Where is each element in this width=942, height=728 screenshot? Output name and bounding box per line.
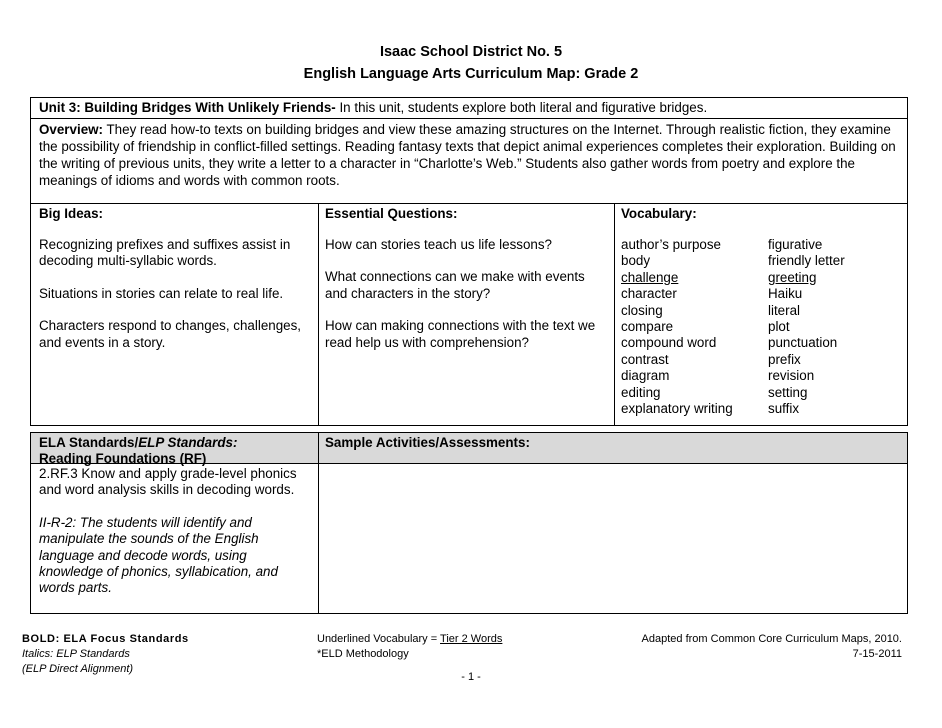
vocab-word: character bbox=[621, 286, 677, 302]
date-note: 7-15-2011 bbox=[852, 648, 902, 660]
vocab-word: Haiku bbox=[768, 286, 803, 302]
overview-row bbox=[30, 118, 908, 204]
vocab-word: compound word bbox=[621, 335, 717, 351]
eld-note: *ELD Methodology bbox=[317, 648, 409, 660]
essential-questions-label: Essential Questions: bbox=[325, 206, 458, 221]
adapted-note: Adapted from Common Core Curriculum Maps, 2010. bbox=[641, 633, 902, 645]
vocab-word: prefix bbox=[768, 351, 801, 367]
vocab-word: setting bbox=[768, 384, 808, 400]
district-title: Isaac School District No. 5 bbox=[379, 44, 563, 60]
vocabulary-list bbox=[621, 237, 901, 417]
overview-label: Overview: bbox=[39, 122, 104, 137]
vocab-word: diagram bbox=[621, 368, 670, 384]
vocab-word-tier2: greeting bbox=[768, 269, 817, 285]
vocabulary-column bbox=[614, 204, 908, 425]
vocab-word-tier2: challenge bbox=[621, 269, 679, 285]
big-ideas-column bbox=[31, 204, 318, 425]
big-idea-item: Characters respond to changes, challenges, and events in a story. bbox=[39, 318, 302, 350]
standards-cell bbox=[31, 464, 318, 613]
reading-foundations-label: Reading Foundations (RF) bbox=[39, 451, 207, 467]
standards-header-row bbox=[30, 432, 908, 467]
vocab-word: figurative bbox=[768, 237, 823, 252]
overview-text: They read how-to texts on building bridges and view these amazing structures on the Internet. Through realistic fiction, they examine the possibility of friendship in conflict-filled settings. Reading fantasy texts that depict animal experiences completes their exploration. Building on the writing of previous units, they write a letter to a character in “Charlotte’s Web.” Students also gather words from poetry and explore the meanings of idioms and words with common roots. bbox=[39, 122, 896, 188]
alignment-note: (ELP Direct Alignment) bbox=[22, 663, 134, 675]
essential-question-item: What connections can we make with events and characters in the story? bbox=[325, 269, 585, 301]
page-number: - 1 - bbox=[461, 671, 481, 683]
vocab-word: editing bbox=[621, 384, 661, 400]
vocab-word: plot bbox=[768, 319, 790, 335]
big-idea-item: Recognizing prefixes and suffixes assist in decoding multi-syllabic words. bbox=[39, 237, 291, 269]
unit-description: In this unit, students explore both literal and figurative bridges. bbox=[335, 100, 708, 115]
essential-questions-column bbox=[318, 204, 614, 425]
bold-note: BOLD: ELA Focus Standards bbox=[22, 633, 189, 645]
rf-standard-text: 2.RF.3 Know and apply grade-level phonics and word analysis skills in decoding words. bbox=[39, 466, 297, 498]
vocab-word: contrast bbox=[621, 351, 669, 367]
footer-vocab-note bbox=[317, 632, 502, 662]
standards-header bbox=[31, 433, 318, 467]
big-ideas-label: Big Ideas: bbox=[39, 206, 103, 221]
footer-source bbox=[600, 632, 902, 662]
essential-question-item: How can making connections with the text we read help us with comprehension? bbox=[325, 318, 596, 350]
unit-title: Unit 3: Building Bridges With Unlikely Friends- bbox=[39, 100, 336, 115]
italics-note: Italics: ELP Standards bbox=[22, 648, 130, 660]
vocab-word: suffix bbox=[768, 401, 800, 417]
vocab-word: author’s purpose bbox=[621, 237, 722, 252]
curriculum-map-title: English Language Arts Curriculum Map: Grade 2 bbox=[303, 66, 639, 82]
tier2-note: Tier 2 Words bbox=[440, 633, 503, 645]
activities-label: Sample Activities/Assessments: bbox=[318, 433, 909, 463]
vocab-word: compare bbox=[621, 319, 674, 335]
activities-cell bbox=[318, 464, 910, 613]
vocab-word: body bbox=[621, 253, 651, 269]
essential-question-item: How can stories teach us life lessons? bbox=[325, 237, 553, 252]
underline-note: Underlined Vocabulary = bbox=[317, 633, 441, 645]
vocab-word: revision bbox=[768, 368, 815, 384]
elp-standards-label: ELP Standards: bbox=[138, 435, 238, 450]
vocab-word: friendly letter bbox=[768, 253, 845, 269]
ela-standards-label: ELA Standards/ bbox=[39, 435, 139, 450]
vocabulary-label: Vocabulary: bbox=[621, 206, 697, 221]
vocab-word: closing bbox=[621, 302, 663, 318]
ideas-questions-vocab-table bbox=[30, 203, 908, 426]
standards-row bbox=[30, 463, 908, 614]
vocab-word: explanatory writing bbox=[621, 401, 733, 417]
elp-standard-text: II-R-2: The students will identify and manipulate the sounds of the English language and decode words, using knowledge of phonics, syllabication, and words parts. bbox=[39, 514, 278, 596]
unit-row bbox=[30, 97, 908, 119]
vocab-word: punctuation bbox=[768, 335, 838, 351]
big-idea-item: Situations in stories can relate to real life. bbox=[39, 285, 284, 301]
vocab-word: literal bbox=[768, 302, 800, 318]
